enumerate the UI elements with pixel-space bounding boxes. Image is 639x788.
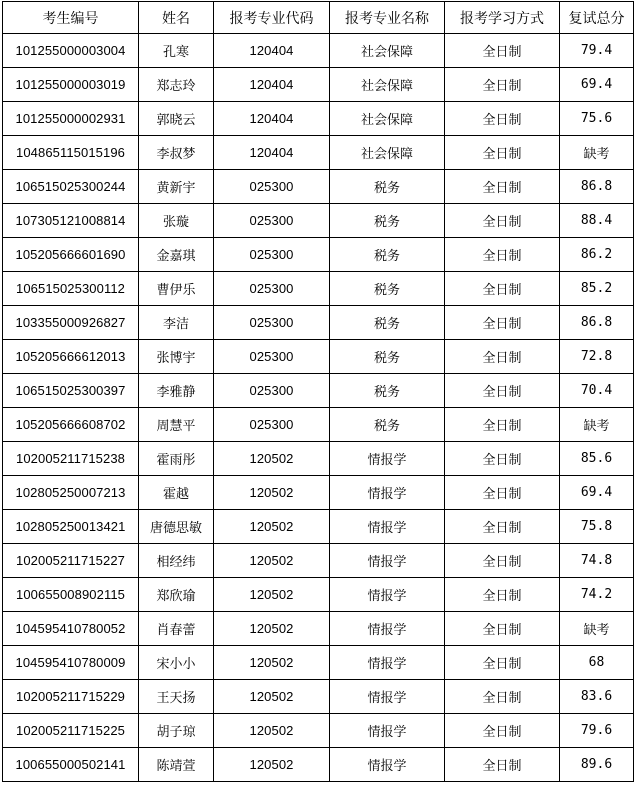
cell-major-code: 120502 bbox=[214, 680, 330, 714]
table-row bbox=[3, 544, 634, 578]
table-row bbox=[3, 612, 634, 646]
header-study-mode: 报考学习方式 bbox=[445, 2, 560, 34]
cell-major-name: 税务 bbox=[330, 374, 445, 408]
cell-candidate-id: 106515025300112 bbox=[3, 272, 139, 306]
cell-study-mode: 全日制 bbox=[445, 510, 560, 544]
cell-name: 王天扬 bbox=[139, 680, 214, 714]
cell-study-mode: 全日制 bbox=[445, 204, 560, 238]
cell-candidate-id: 102805250013421 bbox=[3, 510, 139, 544]
table-row bbox=[3, 408, 634, 442]
cell-total-score: 79.4 bbox=[560, 34, 634, 68]
cell-candidate-id: 100655000502141 bbox=[3, 748, 139, 782]
table-row bbox=[3, 374, 634, 408]
cell-major-name: 情报学 bbox=[330, 476, 445, 510]
cell-candidate-id: 102005211715229 bbox=[3, 680, 139, 714]
cell-major-code: 025300 bbox=[214, 272, 330, 306]
header-major-name: 报考专业名称 bbox=[330, 2, 445, 34]
cell-major-name: 社会保障 bbox=[330, 136, 445, 170]
cell-candidate-id: 106515025300244 bbox=[3, 170, 139, 204]
cell-major-name: 情报学 bbox=[330, 680, 445, 714]
cell-total-score: 74.2 bbox=[560, 578, 634, 612]
cell-major-name: 情报学 bbox=[330, 714, 445, 748]
cell-candidate-id: 104595410780009 bbox=[3, 646, 139, 680]
table-row bbox=[3, 646, 634, 680]
cell-candidate-id: 102805250007213 bbox=[3, 476, 139, 510]
cell-major-name: 社会保障 bbox=[330, 68, 445, 102]
cell-study-mode: 全日制 bbox=[445, 34, 560, 68]
cell-major-name: 情报学 bbox=[330, 544, 445, 578]
cell-total-score: 89.6 bbox=[560, 748, 634, 782]
table-row bbox=[3, 170, 634, 204]
cell-study-mode: 全日制 bbox=[445, 408, 560, 442]
cell-name: 曹伊乐 bbox=[139, 272, 214, 306]
header-name: 姓名 bbox=[139, 2, 214, 34]
cell-name: 霍越 bbox=[139, 476, 214, 510]
cell-candidate-id: 107305121008814 bbox=[3, 204, 139, 238]
cell-total-score: 85.6 bbox=[560, 442, 634, 476]
cell-study-mode: 全日制 bbox=[445, 68, 560, 102]
cell-name: 黄新宇 bbox=[139, 170, 214, 204]
cell-total-score: 72.8 bbox=[560, 340, 634, 374]
cell-name: 张璇 bbox=[139, 204, 214, 238]
cell-major-name: 情报学 bbox=[330, 578, 445, 612]
cell-major-name: 税务 bbox=[330, 238, 445, 272]
cell-study-mode: 全日制 bbox=[445, 714, 560, 748]
cell-major-code: 120502 bbox=[214, 578, 330, 612]
cell-name: 李洁 bbox=[139, 306, 214, 340]
cell-candidate-id: 101255000002931 bbox=[3, 102, 139, 136]
cell-major-code: 120502 bbox=[214, 442, 330, 476]
cell-study-mode: 全日制 bbox=[445, 612, 560, 646]
cell-major-name: 情报学 bbox=[330, 442, 445, 476]
cell-candidate-id: 105205666601690 bbox=[3, 238, 139, 272]
cell-major-code: 120404 bbox=[214, 68, 330, 102]
cell-major-code: 025300 bbox=[214, 170, 330, 204]
table-row bbox=[3, 476, 634, 510]
cell-major-name: 税务 bbox=[330, 170, 445, 204]
cell-study-mode: 全日制 bbox=[445, 578, 560, 612]
cell-study-mode: 全日制 bbox=[445, 646, 560, 680]
cell-candidate-id: 104865115015196 bbox=[3, 136, 139, 170]
cell-name: 唐德思敏 bbox=[139, 510, 214, 544]
cell-study-mode: 全日制 bbox=[445, 170, 560, 204]
cell-total-score: 85.2 bbox=[560, 272, 634, 306]
table-header-row bbox=[3, 2, 634, 34]
cell-total-score: 69.4 bbox=[560, 476, 634, 510]
cell-study-mode: 全日制 bbox=[445, 306, 560, 340]
cell-name: 周慧平 bbox=[139, 408, 214, 442]
cell-total-score: 74.8 bbox=[560, 544, 634, 578]
cell-name: 肖春蕾 bbox=[139, 612, 214, 646]
table-row bbox=[3, 68, 634, 102]
cell-major-code: 120502 bbox=[214, 612, 330, 646]
table-row bbox=[3, 136, 634, 170]
results-table bbox=[2, 1, 634, 782]
cell-total-score: 缺考 bbox=[560, 136, 634, 170]
cell-major-name: 情报学 bbox=[330, 646, 445, 680]
table-row bbox=[3, 204, 634, 238]
cell-major-name: 税务 bbox=[330, 340, 445, 374]
cell-major-code: 025300 bbox=[214, 408, 330, 442]
cell-major-code: 025300 bbox=[214, 374, 330, 408]
table-row bbox=[3, 714, 634, 748]
table-row bbox=[3, 272, 634, 306]
cell-major-name: 税务 bbox=[330, 408, 445, 442]
cell-total-score: 缺考 bbox=[560, 408, 634, 442]
cell-study-mode: 全日制 bbox=[445, 238, 560, 272]
cell-study-mode: 全日制 bbox=[445, 340, 560, 374]
cell-study-mode: 全日制 bbox=[445, 680, 560, 714]
table-row bbox=[3, 306, 634, 340]
cell-name: 相经纬 bbox=[139, 544, 214, 578]
table-row bbox=[3, 748, 634, 782]
cell-name: 金嘉琪 bbox=[139, 238, 214, 272]
cell-name: 宋小小 bbox=[139, 646, 214, 680]
cell-study-mode: 全日制 bbox=[445, 544, 560, 578]
table-row bbox=[3, 102, 634, 136]
cell-major-name: 税务 bbox=[330, 272, 445, 306]
cell-major-code: 025300 bbox=[214, 204, 330, 238]
table-row bbox=[3, 34, 634, 68]
cell-candidate-id: 101255000003004 bbox=[3, 34, 139, 68]
cell-candidate-id: 100655008902115 bbox=[3, 578, 139, 612]
cell-candidate-id: 101255000003019 bbox=[3, 68, 139, 102]
cell-major-code: 025300 bbox=[214, 238, 330, 272]
cell-name: 孔寒 bbox=[139, 34, 214, 68]
cell-major-name: 情报学 bbox=[330, 510, 445, 544]
cell-total-score: 86.8 bbox=[560, 170, 634, 204]
cell-major-name: 税务 bbox=[330, 306, 445, 340]
cell-name: 胡子琼 bbox=[139, 714, 214, 748]
cell-study-mode: 全日制 bbox=[445, 748, 560, 782]
cell-major-code: 120502 bbox=[214, 748, 330, 782]
cell-total-score: 68 bbox=[560, 646, 634, 680]
cell-name: 霍雨彤 bbox=[139, 442, 214, 476]
cell-major-name: 社会保障 bbox=[330, 102, 445, 136]
cell-total-score: 69.4 bbox=[560, 68, 634, 102]
cell-total-score: 86.8 bbox=[560, 306, 634, 340]
cell-name: 郑欣瑜 bbox=[139, 578, 214, 612]
table-body bbox=[3, 34, 634, 782]
cell-name: 郭晓云 bbox=[139, 102, 214, 136]
cell-major-code: 120404 bbox=[214, 102, 330, 136]
cell-candidate-id: 102005211715238 bbox=[3, 442, 139, 476]
cell-name: 李雅静 bbox=[139, 374, 214, 408]
cell-total-score: 75.6 bbox=[560, 102, 634, 136]
cell-candidate-id: 102005211715227 bbox=[3, 544, 139, 578]
cell-name: 陈靖萱 bbox=[139, 748, 214, 782]
cell-total-score: 75.8 bbox=[560, 510, 634, 544]
cell-candidate-id: 106515025300397 bbox=[3, 374, 139, 408]
cell-major-code: 120502 bbox=[214, 714, 330, 748]
cell-total-score: 79.6 bbox=[560, 714, 634, 748]
table-row bbox=[3, 238, 634, 272]
cell-major-name: 税务 bbox=[330, 204, 445, 238]
cell-name: 郑志玲 bbox=[139, 68, 214, 102]
table-row bbox=[3, 340, 634, 374]
header-total-score: 复试总分 bbox=[560, 2, 634, 34]
cell-total-score: 缺考 bbox=[560, 612, 634, 646]
cell-major-code: 120502 bbox=[214, 510, 330, 544]
table-row bbox=[3, 510, 634, 544]
cell-major-name: 情报学 bbox=[330, 748, 445, 782]
table-row bbox=[3, 680, 634, 714]
header-candidate-id: 考生编号 bbox=[3, 2, 139, 34]
cell-major-code: 120404 bbox=[214, 34, 330, 68]
cell-candidate-id: 102005211715225 bbox=[3, 714, 139, 748]
cell-total-score: 88.4 bbox=[560, 204, 634, 238]
cell-study-mode: 全日制 bbox=[445, 102, 560, 136]
cell-study-mode: 全日制 bbox=[445, 374, 560, 408]
cell-major-name: 社会保障 bbox=[330, 34, 445, 68]
cell-major-code: 120502 bbox=[214, 646, 330, 680]
cell-major-code: 120502 bbox=[214, 476, 330, 510]
cell-study-mode: 全日制 bbox=[445, 136, 560, 170]
cell-major-code: 120404 bbox=[214, 136, 330, 170]
cell-name: 张博宇 bbox=[139, 340, 214, 374]
cell-candidate-id: 103355000926827 bbox=[3, 306, 139, 340]
table-row bbox=[3, 578, 634, 612]
cell-major-code: 120502 bbox=[214, 544, 330, 578]
cell-total-score: 83.6 bbox=[560, 680, 634, 714]
header-major-code: 报考专业代码 bbox=[214, 2, 330, 34]
cell-candidate-id: 105205666608702 bbox=[3, 408, 139, 442]
cell-study-mode: 全日制 bbox=[445, 272, 560, 306]
table-row bbox=[3, 442, 634, 476]
cell-candidate-id: 105205666612013 bbox=[3, 340, 139, 374]
cell-name: 李叔梦 bbox=[139, 136, 214, 170]
cell-major-name: 情报学 bbox=[330, 612, 445, 646]
cell-total-score: 70.4 bbox=[560, 374, 634, 408]
cell-total-score: 86.2 bbox=[560, 238, 634, 272]
cell-study-mode: 全日制 bbox=[445, 442, 560, 476]
cell-major-code: 025300 bbox=[214, 340, 330, 374]
cell-candidate-id: 104595410780052 bbox=[3, 612, 139, 646]
cell-study-mode: 全日制 bbox=[445, 476, 560, 510]
cell-major-code: 025300 bbox=[214, 306, 330, 340]
